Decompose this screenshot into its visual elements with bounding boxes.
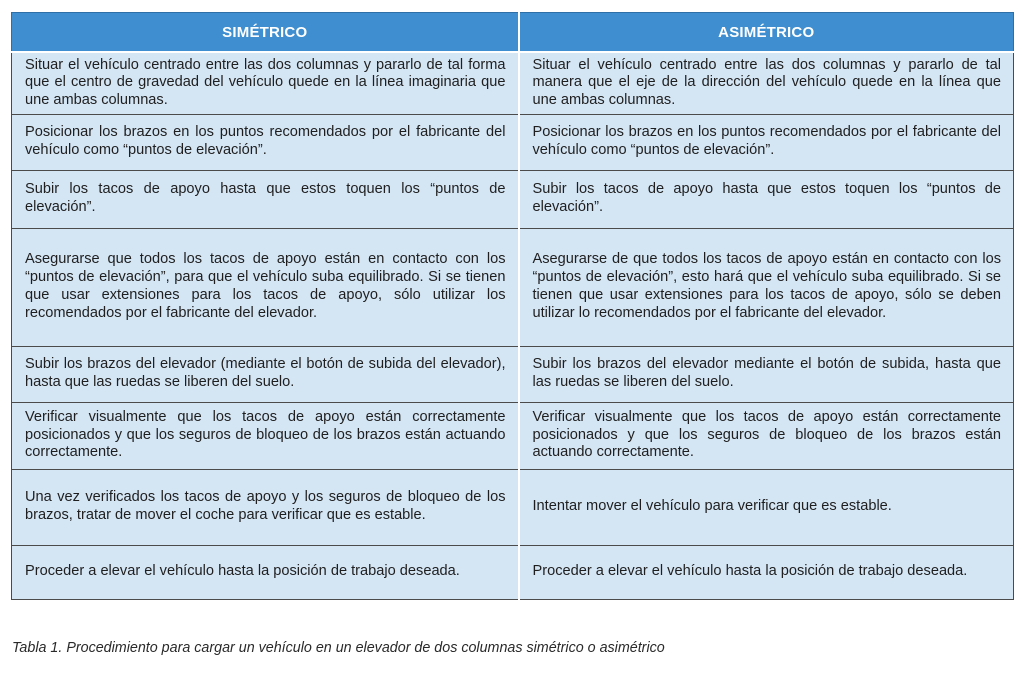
cell-asimetrico: Proceder a elevar el vehículo hasta la posición de trabajo deseada. — [519, 545, 1014, 599]
cell-asimetrico: Intentar mover el vehículo para verificar que es estable. — [519, 469, 1014, 545]
cell-simetrico: Subir los tacos de apoyo hasta que estos toquen los “puntos de elevación”. — [12, 170, 519, 228]
header-simetrico: SIMÉTRICO — [12, 13, 519, 53]
cell-simetrico: Subir los brazos del elevador (mediante el botón de subida del elevador), hasta que las ruedas se liberen del suelo. — [12, 346, 519, 402]
table-row — [12, 545, 1014, 599]
cell-asimetrico: Verificar visualmente que los tacos de apoyo están correctamente posicionados y que los seguros de bloqueo de los brazos están actuando correctamente. — [519, 402, 1014, 469]
cell-asimetrico: Posicionar los brazos en los puntos recomendados por el fabricante del vehículo como “puntos de elevación”. — [519, 114, 1014, 170]
table-row — [12, 228, 1014, 346]
table-row — [12, 170, 1014, 228]
cell-asimetrico: Asegurarse de que todos los tacos de apoyo están en contacto con los “puntos de elevación”, esto hará que el vehículo suba equilibrado. Si se tienen que usar extensiones para los tacos de apoyo, sólo se deben utilizar lo recomendados por el fabricante del elevador. — [519, 228, 1014, 346]
table-row — [12, 52, 1014, 114]
table-caption: Tabla 1. Procedimiento para cargar un vehículo en un elevador de dos columnas simétrico o asimétrico — [12, 640, 665, 656]
cell-simetrico: Verificar visualmente que los tacos de apoyo están correctamente posicionados y que los seguros de bloqueo de los brazos están actuando correctamente. — [12, 402, 519, 469]
header-asimetrico: ASIMÉTRICO — [519, 13, 1014, 53]
procedure-table — [11, 12, 1014, 600]
cell-simetrico: Situar el vehículo centrado entre las dos columnas y pararlo de tal forma que el centro de gravedad del vehículo quede en la línea imaginaria que une ambas columnas. — [12, 52, 519, 114]
cell-asimetrico: Situar el vehículo centrado entre las dos columnas y pararlo de tal manera que el eje de la dirección del vehículo quede en la línea que une ambas columnas. — [519, 52, 1014, 114]
cell-asimetrico: Subir los tacos de apoyo hasta que estos toquen los “puntos de elevación”. — [519, 170, 1014, 228]
table-row — [12, 346, 1014, 402]
cell-simetrico: Posicionar los brazos en los puntos recomendados por el fabricante del vehículo como “puntos de elevación”. — [12, 114, 519, 170]
table-header-row — [12, 13, 1014, 53]
cell-asimetrico: Subir los brazos del elevador mediante el botón de subida, hasta que las ruedas se liberen del suelo. — [519, 346, 1014, 402]
table-row — [12, 469, 1014, 545]
cell-simetrico: Asegurarse que todos los tacos de apoyo están en contacto con los “puntos de elevación”, para que el vehículo suba equilibrado. Si se tienen que usar extensiones para los tacos de apoyo, sólo utilizar los recomendados por el fabricante del elevador. — [12, 228, 519, 346]
table-row — [12, 402, 1014, 469]
cell-simetrico: Proceder a elevar el vehículo hasta la posición de trabajo deseada. — [12, 545, 519, 599]
cell-simetrico: Una vez verificados los tacos de apoyo y los seguros de bloqueo de los brazos, tratar de mover el coche para verificar que es estable. — [12, 469, 519, 545]
table-row — [12, 114, 1014, 170]
